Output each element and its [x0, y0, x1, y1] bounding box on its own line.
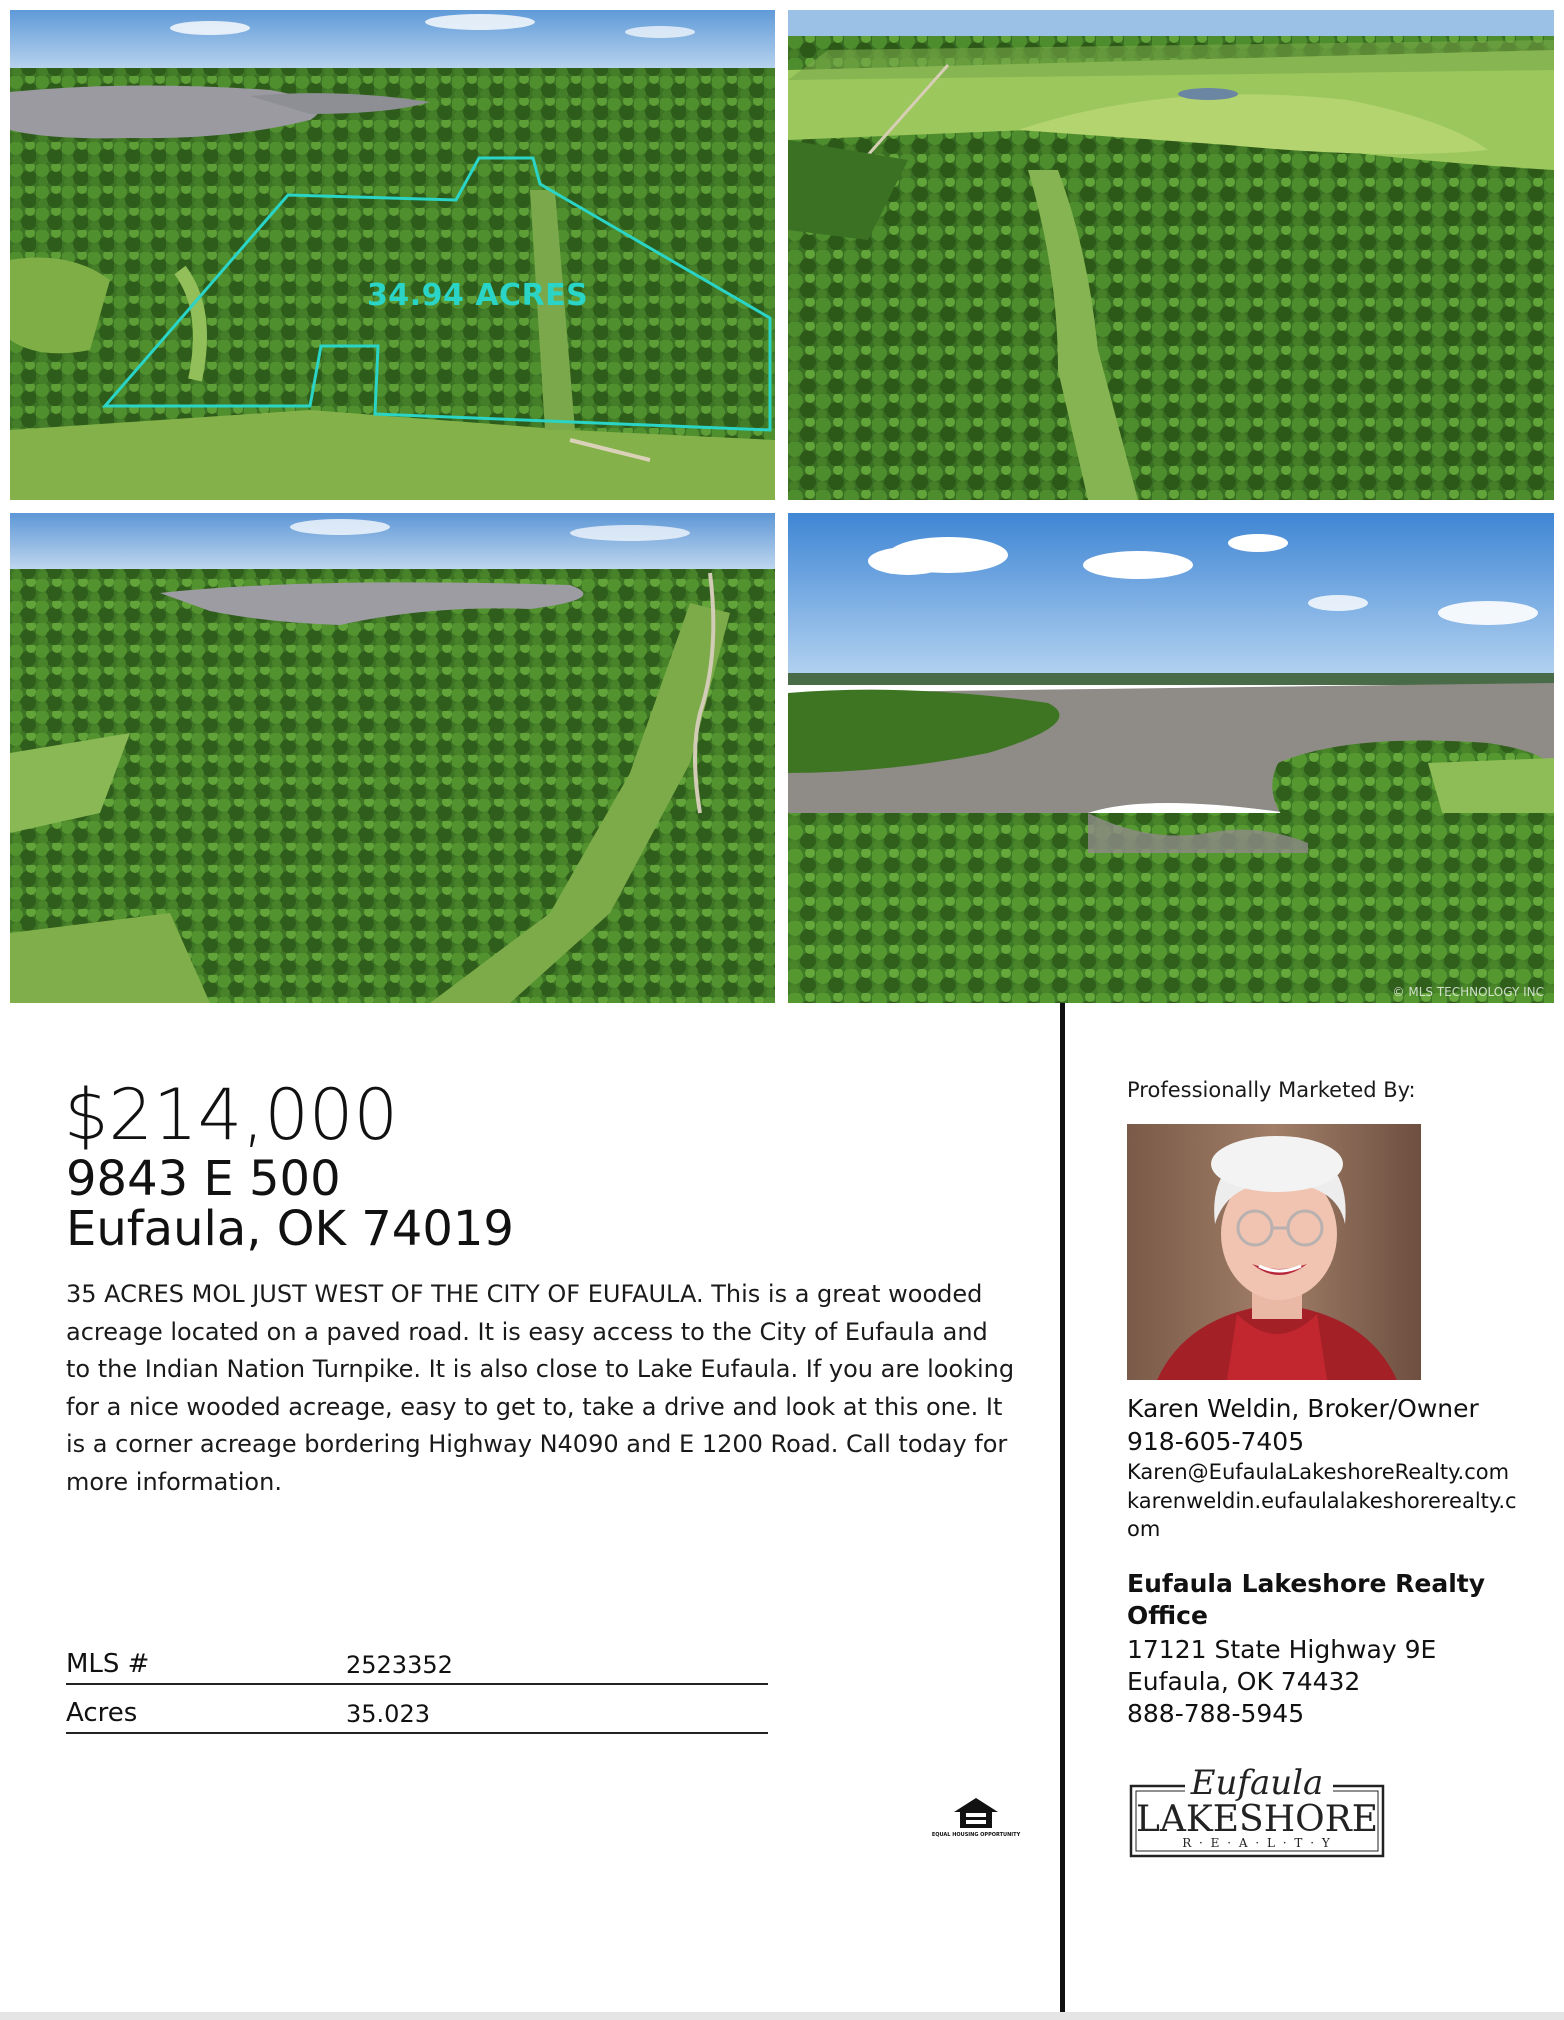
column-divider: [1060, 1003, 1065, 2013]
aerial-photo-1-image: [10, 10, 775, 500]
agent-photo: [1127, 1124, 1421, 1380]
agent-website[interactable]: karenweldin.eufaulalakeshorerealty.com: [1127, 1489, 1517, 1541]
acres-overlay-label: 34.94 ACRES: [367, 278, 589, 313]
equal-housing-icon: [931, 1794, 1021, 1846]
aerial-photo-lake-eufaula[interactable]: [788, 513, 1554, 1003]
aerial-photo-lake-view[interactable]: [10, 513, 775, 1003]
spec-label: MLS #: [66, 1649, 150, 1679]
spec-row-mls: [66, 1643, 768, 1685]
logo-main-text: LAKESHORE: [1135, 1799, 1379, 1840]
listing-price: $214,000: [64, 1074, 399, 1156]
aerial-photo-4-image: [788, 513, 1554, 1003]
agent-phone[interactable]: 918-605-7405: [1127, 1427, 1305, 1456]
lakeshore-realty-logo: [1127, 1758, 1387, 1868]
aerial-photo-3-image: [10, 513, 775, 1003]
office-name: Eufaula Lakeshore Realty Office: [1127, 1569, 1486, 1630]
spec-value: 2523352: [346, 1651, 453, 1679]
marketed-by-label: Professionally Marketed By:: [1127, 1078, 1416, 1102]
page-footer-strip: [0, 2012, 1564, 2020]
spec-row-acres: [66, 1692, 768, 1734]
equal-housing-text: EQUAL HOUSING OPPORTUNITY: [931, 1832, 1021, 1838]
logo-script-text: Eufaula: [1190, 1763, 1324, 1803]
aerial-photo-2-image: [788, 10, 1554, 500]
photo-copyright: © MLS TECHNOLOGY INC: [1392, 985, 1544, 999]
spec-value: 35.023: [346, 1700, 430, 1728]
office-city: Eufaula, OK 74432: [1127, 1667, 1361, 1696]
address-city: Eufaula, OK 74019: [66, 1201, 514, 1257]
aerial-photo-fields[interactable]: [788, 10, 1554, 500]
agent-email[interactable]: Karen@EufaulaLakeshoreRealty.com: [1127, 1460, 1510, 1484]
aerial-photo-boundary[interactable]: [10, 10, 775, 500]
office-phone[interactable]: 888-788-5945: [1127, 1699, 1305, 1728]
listing-description: 35 ACRES MOL JUST WEST OF THE CITY OF EUFAULA. This is a great wooded acreage located on a paved road. It is easy access to the City of Eufaula and to the Indian Nation Turnpike. It is also close to Lake Eufaula. If you are looking for a nice wooded acreage, easy to get to, take a drive and look at this one. It is a corner acreage bordering Highway N4090 and E 1200 Road. Call today for more information.: [66, 1280, 1015, 1496]
office-street: 17121 State Highway 9E: [1127, 1635, 1437, 1664]
spec-label: Acres: [66, 1698, 138, 1728]
agent-name: Karen Weldin, Broker/Owner: [1127, 1394, 1479, 1423]
address-street: 9843 E 500: [66, 1151, 341, 1207]
logo-sub-text: R · E · A · L · T · Y: [1182, 1836, 1332, 1850]
agent-portrait-image: [1127, 1124, 1421, 1380]
